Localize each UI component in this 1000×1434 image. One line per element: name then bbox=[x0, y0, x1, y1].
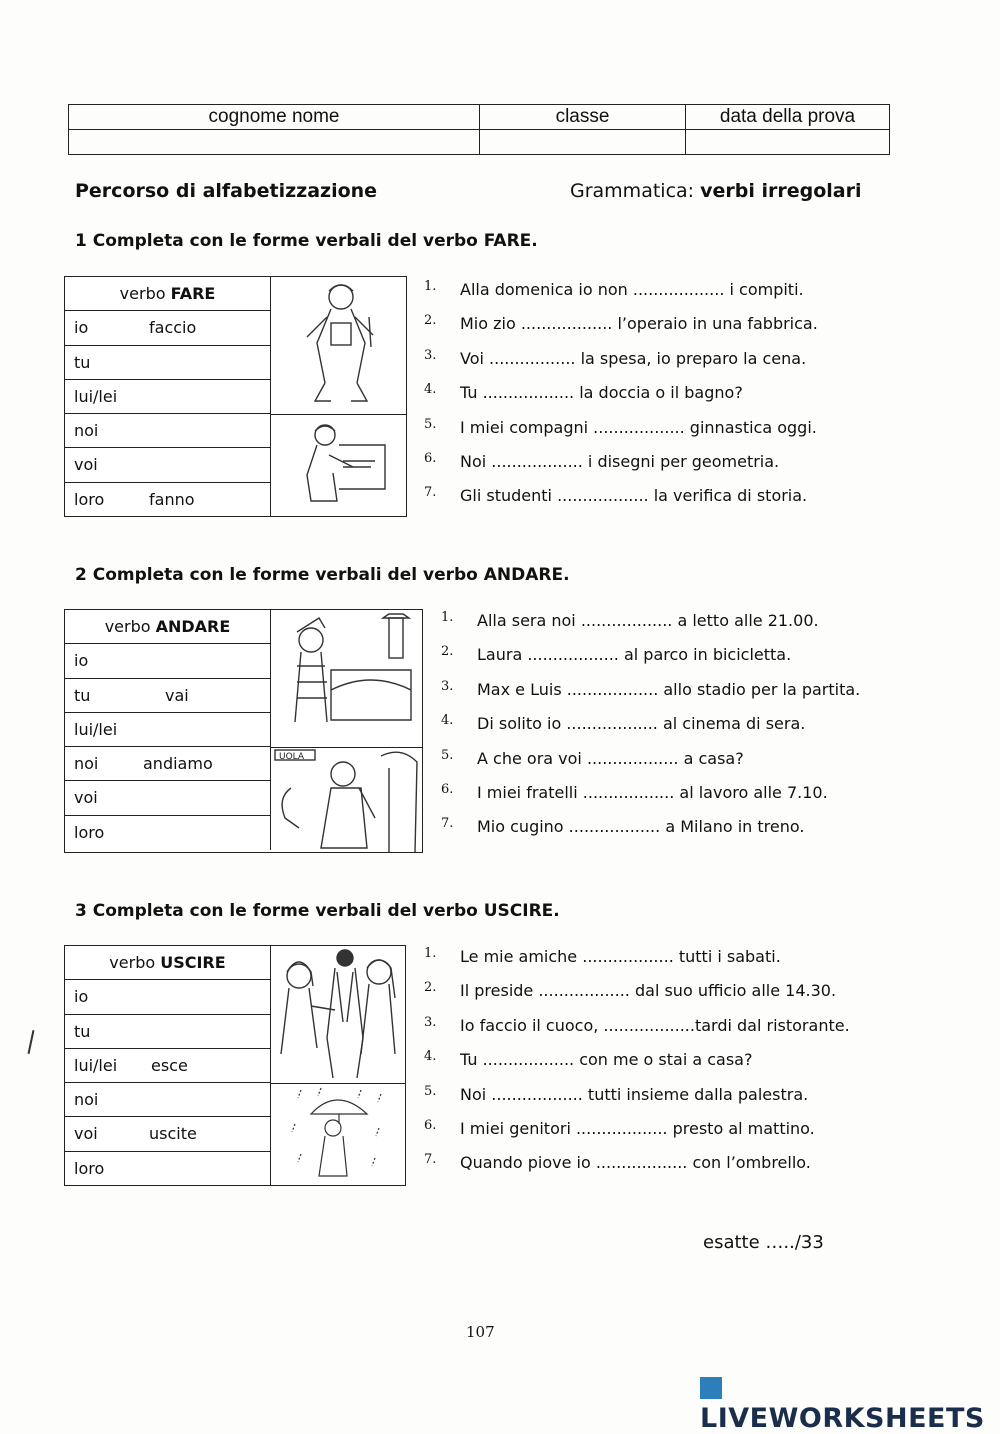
header-date-label: data della prova bbox=[686, 105, 890, 130]
table-row[interactable]: loro bbox=[65, 1152, 271, 1186]
table-row[interactable]: lui/lei bbox=[65, 713, 271, 747]
score-label: esatte …../33 bbox=[703, 1232, 824, 1253]
school-sign-text: UOLA bbox=[279, 752, 305, 762]
table-header: verbo USCIRE bbox=[65, 946, 271, 980]
exercise-2-title: 2 Completa con le forme verbali del verbo ANDARE. bbox=[75, 565, 570, 585]
grammar-topic: Grammatica: verbi irregolari bbox=[570, 180, 862, 202]
course-title: Percorso di alfabetizzazione bbox=[75, 180, 378, 202]
table-row[interactable]: voi uscite bbox=[65, 1117, 271, 1151]
umbrella-rain-illustration bbox=[271, 1084, 405, 1185]
table-row[interactable]: io faccio bbox=[65, 311, 271, 345]
table-row[interactable]: loro bbox=[65, 816, 271, 850]
table-row[interactable]: noi bbox=[65, 1083, 271, 1117]
three-girls-illustration bbox=[271, 946, 405, 1084]
table-header: verbo FARE bbox=[65, 277, 271, 311]
header-name-label: cognome nome bbox=[69, 105, 480, 130]
table-row[interactable]: noi bbox=[65, 414, 271, 448]
table-row[interactable]: lui/lei bbox=[65, 380, 271, 414]
table-header: verbo ANDARE bbox=[65, 610, 271, 644]
conjugation-table-fare bbox=[64, 276, 407, 517]
conjugation-table-andare bbox=[64, 609, 423, 853]
table-row[interactable]: noi andiamo bbox=[65, 747, 271, 781]
liveworksheets-icon bbox=[700, 1377, 722, 1399]
student-info-table bbox=[68, 104, 890, 155]
header-class-label: classe bbox=[480, 105, 686, 130]
liveworksheets-logo: LIVEWORKSHEETS bbox=[700, 1372, 1000, 1434]
table-row[interactable]: lui/lei esce bbox=[65, 1049, 271, 1083]
table-row[interactable]: tu bbox=[65, 346, 271, 380]
table-row[interactable]: loro fanno bbox=[65, 483, 271, 517]
table-row[interactable]: tu vai bbox=[65, 679, 271, 713]
page-number: 107 bbox=[466, 1323, 495, 1341]
exercise-1-title: 1 Completa con le forme verbali del verbo FARE. bbox=[75, 231, 538, 251]
table-row[interactable]: voi bbox=[65, 781, 271, 815]
table-row[interactable]: io bbox=[65, 980, 271, 1014]
table-row[interactable]: voi bbox=[65, 448, 271, 482]
class-field[interactable] bbox=[480, 130, 686, 155]
worker-illustration bbox=[271, 277, 406, 415]
date-field[interactable] bbox=[686, 130, 890, 155]
going-to-bed-illustration bbox=[271, 610, 422, 748]
pen-mark bbox=[28, 1030, 35, 1054]
table-row[interactable]: io bbox=[65, 644, 271, 678]
exercise-3-title: 3 Completa con le forme verbali del verbo USCIRE. bbox=[75, 901, 560, 921]
conjugation-table-uscire bbox=[64, 945, 406, 1186]
student-writing-illustration bbox=[271, 415, 406, 516]
table-row[interactable]: tu bbox=[65, 1015, 271, 1049]
boy-going-to-school-illustration bbox=[271, 748, 422, 852]
name-field[interactable] bbox=[69, 130, 480, 155]
